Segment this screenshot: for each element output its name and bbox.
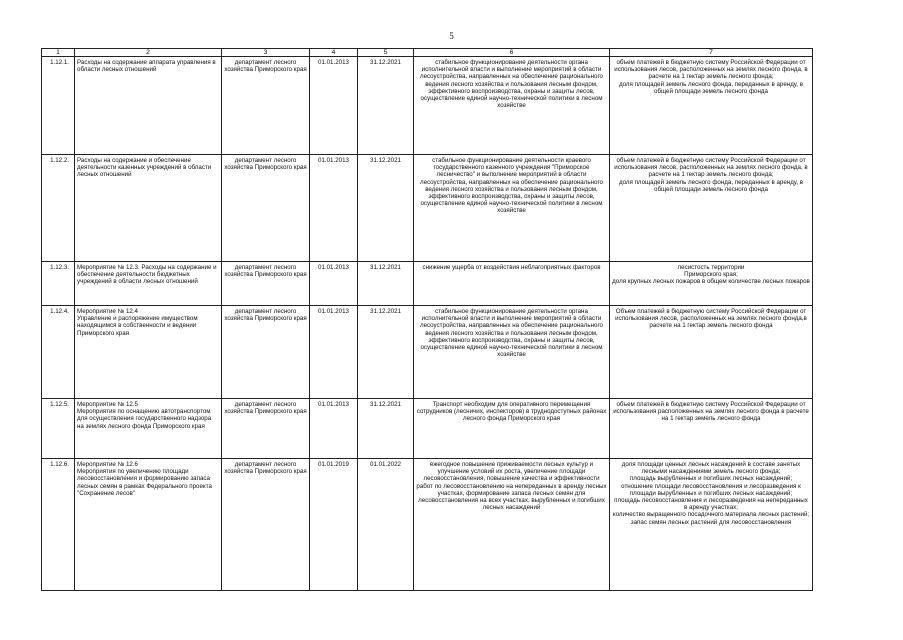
start-date <box>310 459 358 591</box>
indicator-text: объем платежей в бюджетную систему Российской Федерации от использования лесов, расположенных на землях лесного фонда, в расчете на 1 гектар земель лесного фонда; доля площадей земель лесного фонда, переданных в аренду, в общей площади земель лесного фонда <box>614 157 808 193</box>
row-number <box>42 262 75 306</box>
expected-result-text: стабильное функционирование деятельности органа исполнительной власти и выполнение мероприятий в области лесоустройства, направленных на обеспечение рационального ведения лесного хозяйства и пользования лесным фондом, эффективного воспроизводства, охраны и защиты лесов, осуществление единой научно-технической политики в лесном хозяйстве <box>419 59 604 110</box>
activity-name-text: Расходы на содержание и обеспечение деятельности казенных учреждений в области лесных отношений <box>77 157 212 179</box>
end-date <box>358 306 414 399</box>
end-date <box>358 399 414 459</box>
start-date <box>310 57 358 155</box>
start-date <box>310 262 358 306</box>
activity-name <box>75 399 222 459</box>
start-date <box>310 306 358 399</box>
header-cell: 1 <box>42 49 75 57</box>
end-date <box>358 262 414 306</box>
expected-result <box>414 306 610 399</box>
expected-result-text: снижение ущерба от воздействия неблагоприятных факторов <box>422 264 601 271</box>
start-date-text: 01.01.2013 <box>318 59 349 66</box>
expected-result-text: стабильное функционирование деятельности краевого государственного казенного учреждения "Приморское лесничество" и выполнение мероприятий в области лесоустройства, направленных на обеспечение рационального ведения лесного хозяйства и пользования лесным фондом, эффективного воспроизводства, охраны и защиты лесов, осуществление единой научно-технической политики в лесном хозяйстве <box>419 157 604 215</box>
row-number-text: 1.12.6. <box>50 461 69 468</box>
activity-name-text: Мероприятие № 12.3. Расходы на содержание и обеспечение деятельности бюджетных учреждений в области лесных отношений <box>77 264 217 286</box>
activity-name <box>75 262 222 306</box>
indicator <box>610 459 813 591</box>
activity-name <box>75 57 222 155</box>
executor-text: департамент лесного хозяйства Приморского края <box>224 59 307 74</box>
end-date-text: 31.12.2021 <box>370 59 401 66</box>
page-number: 5 <box>449 31 454 41</box>
expected-result <box>414 262 610 306</box>
header-cell: 2 <box>75 49 222 57</box>
executor <box>222 399 310 459</box>
expected-result-text: Транспорт необходим для оперативного перемещения сотрудников (лесничих, инспекторов) в труднодоступных районах лесного фонда Приморского края <box>416 401 607 423</box>
expected-result <box>414 459 610 591</box>
executor <box>222 57 310 155</box>
executor-text: департамент лесного хозяйства Приморского края <box>224 157 307 172</box>
row-number-text: 1.12.3. <box>50 264 69 271</box>
executor-text: департамент лесного хозяйства Приморского края <box>224 401 307 416</box>
activity-name-text: Мероприятие № 12.4 Управление и распоряжение имуществом находящимся в собственности и ведении Приморского края <box>77 308 198 337</box>
indicator-text: объем платежей в бюджетную систему Российской Федерации от использования лесов, расположенных на землях лесного фонда, в расчете на 1 гектар земель лесного фонда; доля площадей земель лесного фонда, переданных в аренду, в общей площади земель лесного фонда <box>614 59 808 95</box>
executor <box>222 262 310 306</box>
end-date-text: 01.01.2022 <box>370 461 401 468</box>
row-number-text: 1.12.4. <box>50 308 69 315</box>
row-number <box>42 306 75 399</box>
executor <box>222 459 310 591</box>
row-number <box>42 459 75 591</box>
row-number <box>42 399 75 459</box>
header-row <box>42 49 813 57</box>
header-cell: 4 <box>310 49 358 57</box>
header-cell: 6 <box>414 49 610 57</box>
end-date-text: 31.12.2021 <box>370 157 401 164</box>
row-number-text: 1.12.2. <box>50 157 69 164</box>
indicator-text: Объем платежей в бюджетную систему Российской Федерации от использования лесов, расположенных на землях лесного фонда,в расчете на 1 гектар земель лесного фонда <box>615 308 807 330</box>
indicator-text: доля площади ценных лесных насаждений в составе занятых лесными насаждениями земель лесного фонда; площадь вырубленных и погибших лесных насаждений; отношение площади лесовосстановления и лесоразведения к площади вырубленных и погибших лесных насаждений; площадь лесовосстановления и лесоразведения на непереданных в аренду участках; количество выращенного посадочного материала лесных растений; запас семян лесных растений для лесовосстановления <box>612 461 810 526</box>
table-row <box>42 459 813 591</box>
activity-name <box>75 306 222 399</box>
indicator <box>610 262 813 306</box>
end-date <box>358 155 414 262</box>
table-row <box>42 306 813 399</box>
indicator <box>610 155 813 262</box>
activity-name <box>75 155 222 262</box>
row-number-text: 1.12.5. <box>50 401 69 408</box>
end-date-text: 31.12.2021 <box>370 264 401 271</box>
start-date-text: 01.01.2013 <box>318 157 349 164</box>
row-number <box>42 57 75 155</box>
activity-name <box>75 459 222 591</box>
header-cell: 5 <box>358 49 414 57</box>
header-cell: 7 <box>610 49 813 57</box>
expected-result-text: стабильное функционирование деятельности органа исполнительной власти и выполнение мероприятий в области лесоустройства, направленных на обеспечение рационального ведения лесного хозяйства и пользования лесным фондом, эффективного воспроизводства, охраны и защиты лесов, осуществление единой научно-технической политики в лесном хозяйстве <box>419 308 604 359</box>
executor <box>222 306 310 399</box>
executor-text: департамент лесного хозяйства Приморского края <box>224 264 307 279</box>
table-row <box>42 155 813 262</box>
indicator <box>610 399 813 459</box>
activity-name-text: Мероприятие № 12.5 Мероприятия по оснащению автотранспортом для осуществления государственного надзора на землях лесного фонда Приморского края <box>77 401 212 430</box>
table-row <box>42 262 813 306</box>
end-date-text: 31.12.2021 <box>370 308 401 315</box>
executor-text: департамент лесного хозяйства Приморского края <box>224 308 307 323</box>
activity-name-text: Мероприятие № 12.6 Мероприятия по увеличению площади лесовосстановления и формированию запаса лесных семян в рамках Федерального проекта "Сохранение лесов" <box>77 461 212 497</box>
end-date <box>358 459 414 591</box>
row-number <box>42 155 75 262</box>
start-date-text: 01.01.2013 <box>318 308 349 315</box>
table-row <box>42 399 813 459</box>
start-date <box>310 399 358 459</box>
expected-result-text: ежегодное повышение приживаемости лесных культур и улучшение условий их роста, увеличение площади лесовосстановления, повышение качества и эффективности работ по лесовосстановлению на непереданных в аренду лесных участках, формирование запаса лесных семян для лесовосстановления на всех участках, вырубленных и погибших лесных насаждений <box>416 461 607 512</box>
start-date-text: 01.01.2019 <box>318 461 349 468</box>
expected-result <box>414 57 610 155</box>
start-date-text: 01.01.2013 <box>318 264 349 271</box>
indicator <box>610 57 813 155</box>
activity-name-text: Расходы на содержание аппарата управления в области лесных отношений <box>77 59 216 74</box>
start-date <box>310 155 358 262</box>
executor-text: департамент лесного хозяйства Приморского края <box>224 461 307 476</box>
indicator <box>610 306 813 399</box>
table-row <box>42 57 813 155</box>
indicator-text: объем платежей в бюджетную систему Российской Федерации от использования расположенных на землях лесного фонда в расчете на 1 гектар земель лесного фонда <box>613 401 809 423</box>
end-date-text: 31.12.2021 <box>370 401 401 408</box>
row-number-text: 1.12.1. <box>50 59 69 66</box>
start-date-text: 01.01.2013 <box>318 401 349 408</box>
indicator-text: лесистость территории Приморского края; доля крупных лесных пожаров в общем количестве лесных пожаров <box>612 264 810 286</box>
header-cell: 3 <box>222 49 310 57</box>
executor <box>222 155 310 262</box>
expected-result <box>414 155 610 262</box>
program-activities-table <box>41 48 813 591</box>
end-date <box>358 57 414 155</box>
expected-result <box>414 399 610 459</box>
